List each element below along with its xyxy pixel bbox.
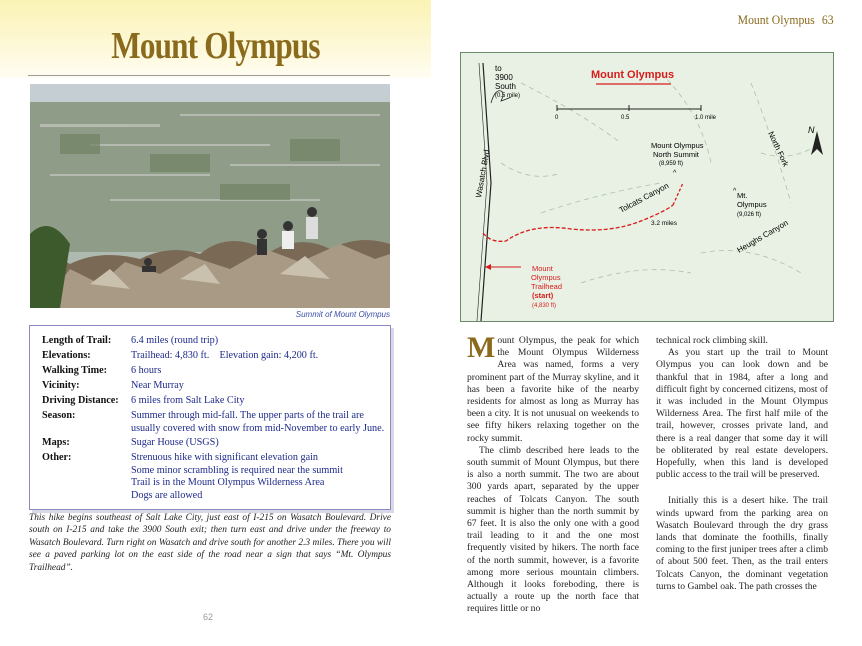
north-label: N — [808, 125, 815, 135]
info-value: Sugar House (USGS) — [131, 437, 219, 448]
north-summit-0: Mount Olympus — [651, 141, 704, 150]
scale-mile: 1.0 mile — [695, 115, 717, 121]
running-head-title: Mount Olympus — [738, 12, 816, 27]
info-label: Other: — [42, 452, 72, 463]
summit-photo — [30, 84, 390, 308]
north-summit-2: (8,959 ft) — [659, 161, 684, 167]
info-line: Some minor scrambling is required near the summit — [131, 464, 343, 476]
paragraph-text: ount Olympus, the peak for which the Mount Olympus Wilderness Area was named, forms a very prominent part of the Murray skyline, and it has been a favorite hike of the nearby residents for almost as long as Murray has been a city. It is not unusual on weekends to see fifty hikers relaxing together on the rocky summit. — [467, 335, 639, 444]
info-label: Maps: — [42, 437, 70, 448]
drop-cap: M — [467, 331, 496, 364]
text-column-2 — [656, 335, 828, 593]
south-summit-0: Mt. — [737, 191, 748, 200]
info-line: Trail is in the Mount Olympus Wilderness Area — [131, 477, 325, 488]
south-summit-2: (9,026 ft) — [737, 212, 762, 218]
south-summit-marker: ^ — [733, 188, 737, 195]
info-label: Length of Trail: — [42, 335, 112, 346]
tolcats-canyon-label: Tolcats Canyon — [617, 181, 671, 215]
map-title: Mount Olympus — [591, 69, 675, 81]
info-line: Dogs are allowed — [131, 489, 203, 501]
info-value: 6 hours — [131, 365, 162, 376]
paragraph: Initially this is a desert hike. The trail winds upward from the parking area on Wasatch Boulevard through the dry grass lands that dominate the foothills, finally coming to the first juniper trees after a climb of about 500 feet. Then, as the trail enters Tolcats Canyon, the dominant vegetation turns to Gambel oak. The path crosses the — [656, 495, 828, 592]
info-label: Elevations: — [42, 350, 91, 361]
trailhead-0: Mount — [532, 264, 553, 273]
trailhead-1: Olympus — [531, 273, 561, 282]
distance-label: 3.2 miles — [651, 220, 678, 227]
page-number-right: 63 — [822, 12, 834, 27]
paragraph — [467, 331, 639, 445]
to-label-0: to — [495, 64, 502, 73]
south-summit-1: Olympus — [737, 200, 767, 209]
to-label-1: 3900 — [495, 73, 513, 82]
trail-map — [460, 52, 834, 322]
summit-photo-illustration — [30, 84, 390, 308]
trail-map-svg — [461, 53, 833, 321]
north-summit-1: North Summit — [653, 150, 699, 159]
info-label: Walking Time: — [42, 365, 108, 376]
trailhead-3: (start) — [532, 291, 554, 300]
page-number-left: 62 — [203, 612, 214, 622]
trailhead-4: (4,830 ft) — [532, 303, 557, 309]
right-page — [431, 0, 862, 646]
paragraph: As you start up the trail to Mount Olympus you can look down and be thankful that in 1984, after a long and difficult fight by concerned citizens, most of it was included in the Mount Olympus Wilderness Area. The first half mile of the trail, however, crosses private land, and there is a real danger that some day it will be obliterated by real estate developers. Hopefully, when this land is developed public access to the trail will be preserved. — [656, 347, 828, 481]
info-value — [131, 452, 389, 502]
info-value: 6 miles from Salt Lake City — [131, 395, 245, 406]
info-label: Vicinity: — [42, 380, 80, 391]
info-label: Season: — [42, 410, 76, 421]
road-label: Wasatch Blvd — [474, 148, 492, 199]
trailhead-2: Trailhead — [531, 282, 562, 291]
north-fork-label: North Fork — [766, 130, 791, 169]
heughs-canyon-label: Heughs Canyon — [735, 218, 790, 255]
paragraph: technical rock climbing skill. — [656, 335, 768, 346]
north-summit-marker: ^ — [673, 170, 677, 177]
paragraph: The climb described here leads to the south summit of Mount Olympus, but there is also a north summit. The two are about 300 yards apart, separated by the upper reaches of Tolcats Canyon. The south summit is higher than the north summit by 67 feet. It is also the only one with a good trail leading to it and the one most frequently visited by hikers. The north face of the north summit, however, is a favorite among more serious mountain climbers. Although it looks foreboding, there is actually a route up the north face that requires little or no — [467, 444, 639, 615]
text-column-1 — [467, 331, 639, 616]
scale-0: 0 — [555, 115, 559, 121]
photo-caption: Summit of Mount Olympus — [295, 310, 390, 319]
trail-info-box — [29, 325, 391, 510]
to-label-3: (0.5 mile) — [495, 93, 521, 99]
info-value: Summer through mid-fall. The upper parts of the trail are usually covered with snow from mid-November to early June. — [131, 410, 385, 434]
info-value: 6.4 miles (round trip) — [131, 335, 219, 346]
running-head — [731, 12, 834, 28]
scale-half: 0.5 — [621, 115, 630, 121]
info-label: Driving Distance: — [42, 395, 119, 406]
title-rule — [28, 75, 390, 76]
info-value: Near Murray — [131, 380, 184, 391]
info-line: Strenuous hike with significant elevation gain — [131, 452, 319, 463]
info-value: Trailhead: 4,830 ft. Elevation gain: 4,200 ft. — [131, 350, 319, 361]
page-title: Mount Olympus — [111, 25, 320, 67]
paragraph-gap — [656, 481, 828, 495]
driving-directions: This hike begins southeast of Salt Lake City, just east of I-215 on Wasatch Boulevard. Drive south on I-215 and take the 3900 South exit; then turn east and drive under the freeway to Wasatch Boulevard. Turn right on Wasatch and drive south for another 2.3 miles. There you will see a paved parking lot on the east side of the road near a sign that says “Mt. Olympus Trailhead”. — [29, 513, 391, 573]
to-label-2: South — [495, 82, 516, 91]
